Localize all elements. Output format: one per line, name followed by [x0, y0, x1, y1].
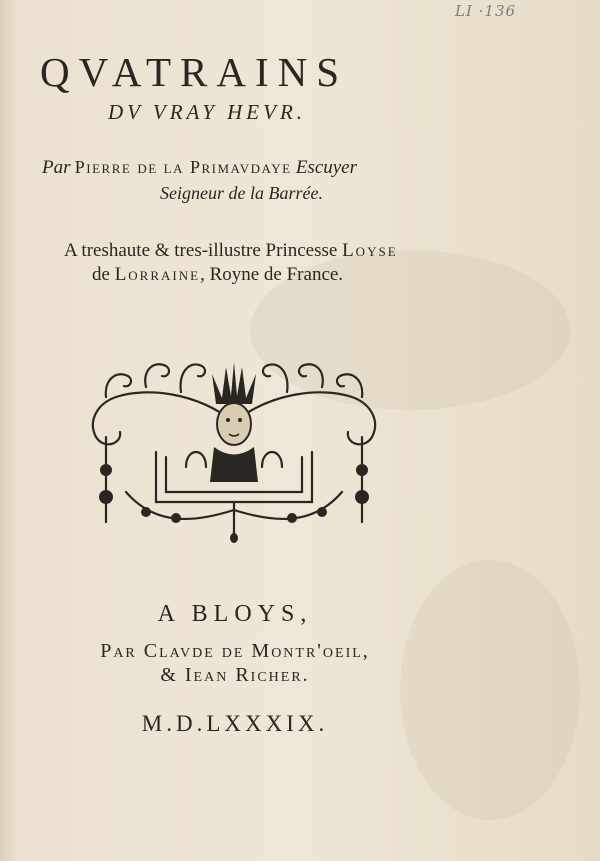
dedication-line-1: [64, 240, 398, 262]
imprint-year: M.D.LXXXIX.: [141, 711, 329, 736]
paper-stain: [400, 560, 580, 820]
printers-ornament-icon: [86, 352, 382, 544]
book-subtitle: DV VRAY HEVR.: [108, 100, 307, 124]
author-name: Pierre de la Primavdaye: [74, 157, 292, 177]
author-escuyer: Escuyer: [295, 157, 358, 178]
dedication-royne: , Royne de France.: [200, 264, 344, 285]
imprint-place: A BLOYS,: [157, 601, 313, 627]
dedication-text: A treshaute & tres-illustre Princesse: [64, 240, 338, 261]
book-title: QVATRAINS: [40, 49, 349, 95]
author-par: Par: [42, 157, 71, 178]
dedicatee-name: Loyse: [342, 240, 398, 261]
imprint-printers-line-1: Par Clavde de Montr'oeil,: [100, 640, 370, 662]
dedication-line-2: [92, 264, 343, 286]
author-title: Seigneur de la Barrée.: [160, 183, 323, 203]
imprint-printers-line-2: & Iean Richer.: [160, 664, 310, 686]
dedication-de: de: [92, 264, 110, 285]
dedicatee-house: Lorraine: [114, 264, 201, 285]
shelfmark-annotation: LI ·136: [455, 2, 517, 20]
author-line: [42, 157, 357, 179]
